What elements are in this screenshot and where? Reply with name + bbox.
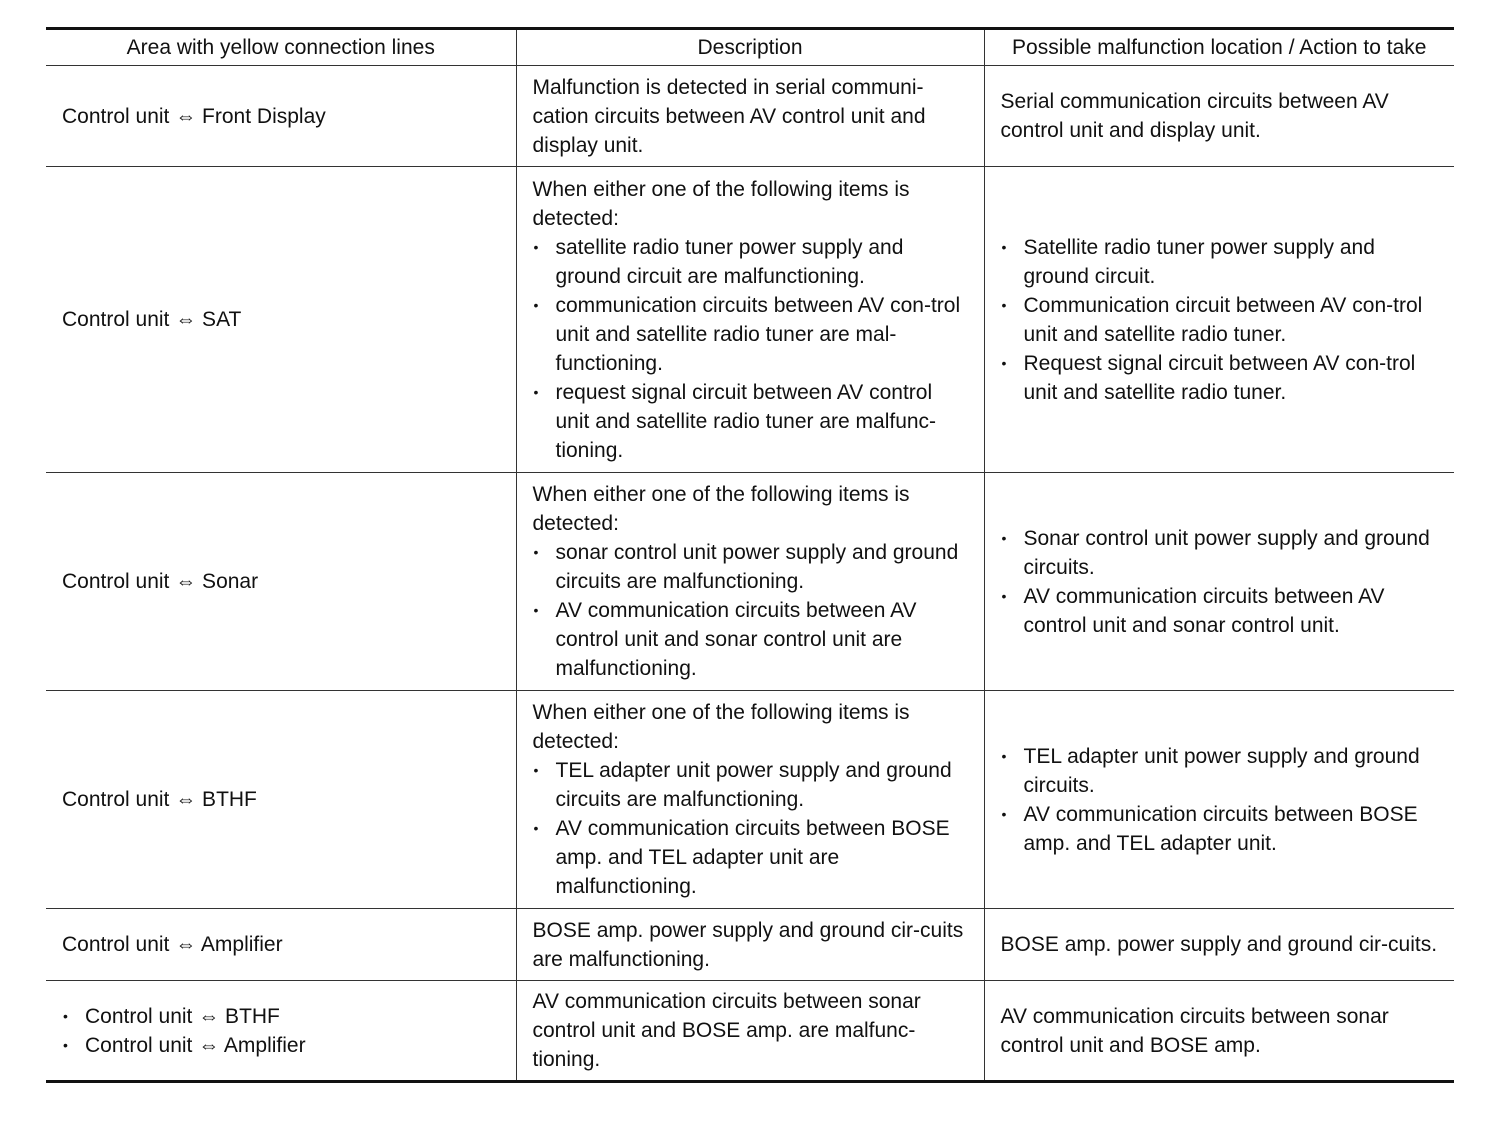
description-cell [516, 909, 984, 981]
table-row [46, 909, 1454, 981]
list-item: • Request signal circuit between AV con-trol unit and satellite radio tuner. [1001, 349, 1441, 407]
description-list [533, 756, 970, 901]
description-text: When either one of the following items is detected: [532, 177, 910, 230]
area-cell: Control unit ⇔ BTHF [46, 691, 516, 909]
list-item: • Sonar control unit power supply and ground circuits. [1001, 524, 1441, 582]
list-item: • TEL adapter unit power supply and ground circuits. [1001, 742, 1441, 800]
action-cell [984, 473, 1454, 691]
list-item: • AV communication circuits between BOSE amp. and TEL adapter unit are malfunctioning. [533, 814, 970, 901]
area-cell [46, 981, 516, 1082]
description-list [533, 233, 970, 465]
header-action: Possible malfunction location / Action to take [984, 29, 1454, 66]
description-text: AV communication circuits between sonar control unit and BOSE amp. are malfunc-tioning. [532, 990, 921, 1071]
list-item: • Control unit ⇔ Amplifier [62, 1031, 502, 1060]
table-header-row [46, 29, 1454, 66]
table-row [46, 66, 1454, 167]
list-item: • AV communication circuits between AV control unit and sonar control unit. [1001, 582, 1441, 640]
malfunction-table [46, 27, 1454, 1083]
table-row [46, 981, 1454, 1082]
list-item: • sonar control unit power supply and ground circuits are malfunctioning. [533, 538, 970, 596]
action-text: AV communication circuits between sonar control unit and BOSE amp. [1000, 1004, 1389, 1057]
description-list [533, 538, 970, 683]
description-cell [516, 167, 984, 473]
list-item: • Control unit ⇔ BTHF [62, 1002, 502, 1031]
area-cell: Control unit ⇔ SAT [46, 167, 516, 473]
action-cell [984, 981, 1454, 1082]
action-cell [984, 691, 1454, 909]
action-list [1001, 524, 1441, 640]
list-item: • AV communication circuits between AV control unit and sonar control unit are malfunctioning. [533, 596, 970, 683]
list-item: • TEL adapter unit power supply and ground circuits are malfunctioning. [533, 756, 970, 814]
action-list [1001, 233, 1441, 407]
description-text: Malfunction is detected in serial communi-cation circuits between AV control unit and display unit. [532, 75, 926, 157]
action-text: BOSE amp. power supply and ground cir-cuits. [1000, 933, 1438, 956]
description-cell [516, 66, 984, 167]
list-item: • communication circuits between AV con-trol unit and satellite radio tuner are mal-functioning. [533, 291, 970, 378]
action-cell [984, 66, 1454, 167]
area-list [62, 1002, 502, 1060]
action-cell [984, 909, 1454, 981]
header-area: Area with yellow connection lines [46, 29, 516, 66]
list-item: • request signal circuit between AV control unit and satellite radio tuner are malfunc-tioning. [533, 378, 970, 465]
description-cell [516, 691, 984, 909]
table-row [46, 691, 1454, 909]
description-text: BOSE amp. power supply and ground cir-cuits are malfunctioning. [532, 918, 964, 971]
description-text: When either one of the following items is detected: [532, 483, 910, 535]
header-description: Description [516, 29, 984, 66]
action-text: Serial communication circuits between AV control unit and display unit. [1000, 90, 1389, 142]
list-item: • Satellite radio tuner power supply and ground circuit. [1001, 233, 1441, 291]
action-cell [984, 167, 1454, 473]
table-row [46, 167, 1454, 473]
list-item: • satellite radio tuner power supply and ground circuit are malfunctioning. [533, 233, 970, 291]
area-cell: Control unit ⇔ Sonar [46, 473, 516, 691]
table-row [46, 473, 1454, 691]
description-cell [516, 981, 984, 1082]
action-list [1001, 742, 1441, 858]
area-cell: Control unit ⇔ Amplifier [46, 909, 516, 981]
list-item: • Communication circuit between AV con-trol unit and satellite radio tuner. [1001, 291, 1441, 349]
list-item: • AV communication circuits between BOSE amp. and TEL adapter unit. [1001, 800, 1441, 858]
description-cell [516, 473, 984, 691]
area-cell: Control unit ⇔ Front Display [46, 66, 516, 167]
description-text: When either one of the following items is detected: [532, 701, 910, 753]
